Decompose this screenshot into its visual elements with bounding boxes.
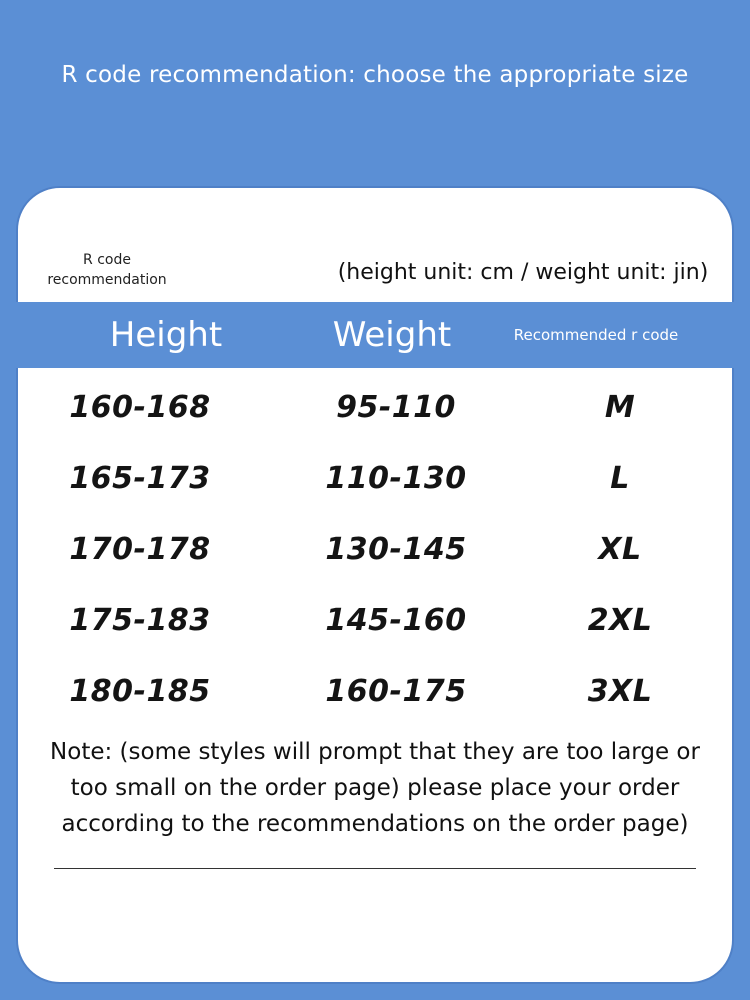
size-cell: 3XL	[587, 674, 653, 709]
weight-cell: 145-160	[325, 603, 467, 638]
weight-cell: 110-130	[325, 461, 467, 496]
page-title: R code recommendation: choose the appropriate size	[61, 62, 689, 88]
recommended-column-header: Recommended r code	[513, 326, 679, 344]
table-row	[0, 443, 750, 514]
height-cell: 180-185	[69, 674, 211, 709]
weight-cell: 160-175	[325, 674, 467, 709]
height-cell: 175-183	[69, 603, 211, 638]
table-row	[0, 514, 750, 585]
height-cell: 165-173	[69, 461, 211, 496]
size-cell: M	[604, 390, 636, 425]
weight-column-header: Weight	[332, 315, 452, 355]
table-row	[0, 656, 750, 727]
height-cell: 160-168	[69, 390, 211, 425]
size-table-body	[0, 372, 750, 727]
table-row	[0, 372, 750, 443]
height-column-header: Height	[109, 315, 223, 355]
table-row	[0, 585, 750, 656]
weight-cell: 95-110	[336, 390, 456, 425]
divider	[54, 868, 696, 869]
unit-note: (height unit: cm / weight unit: jin)	[337, 260, 709, 285]
size-cell: L	[610, 461, 630, 496]
size-cell: 2XL	[587, 603, 653, 638]
r-code-label: R code recommendation	[47, 252, 167, 288]
size-cell: XL	[598, 532, 642, 567]
order-note: Note: (some styles will prompt that they are too large or too small on the order page) please place your order according to the recommendations on the order page)	[50, 739, 700, 837]
weight-cell: 130-145	[325, 532, 467, 567]
height-cell: 170-178	[69, 532, 211, 567]
table-header	[0, 302, 750, 368]
